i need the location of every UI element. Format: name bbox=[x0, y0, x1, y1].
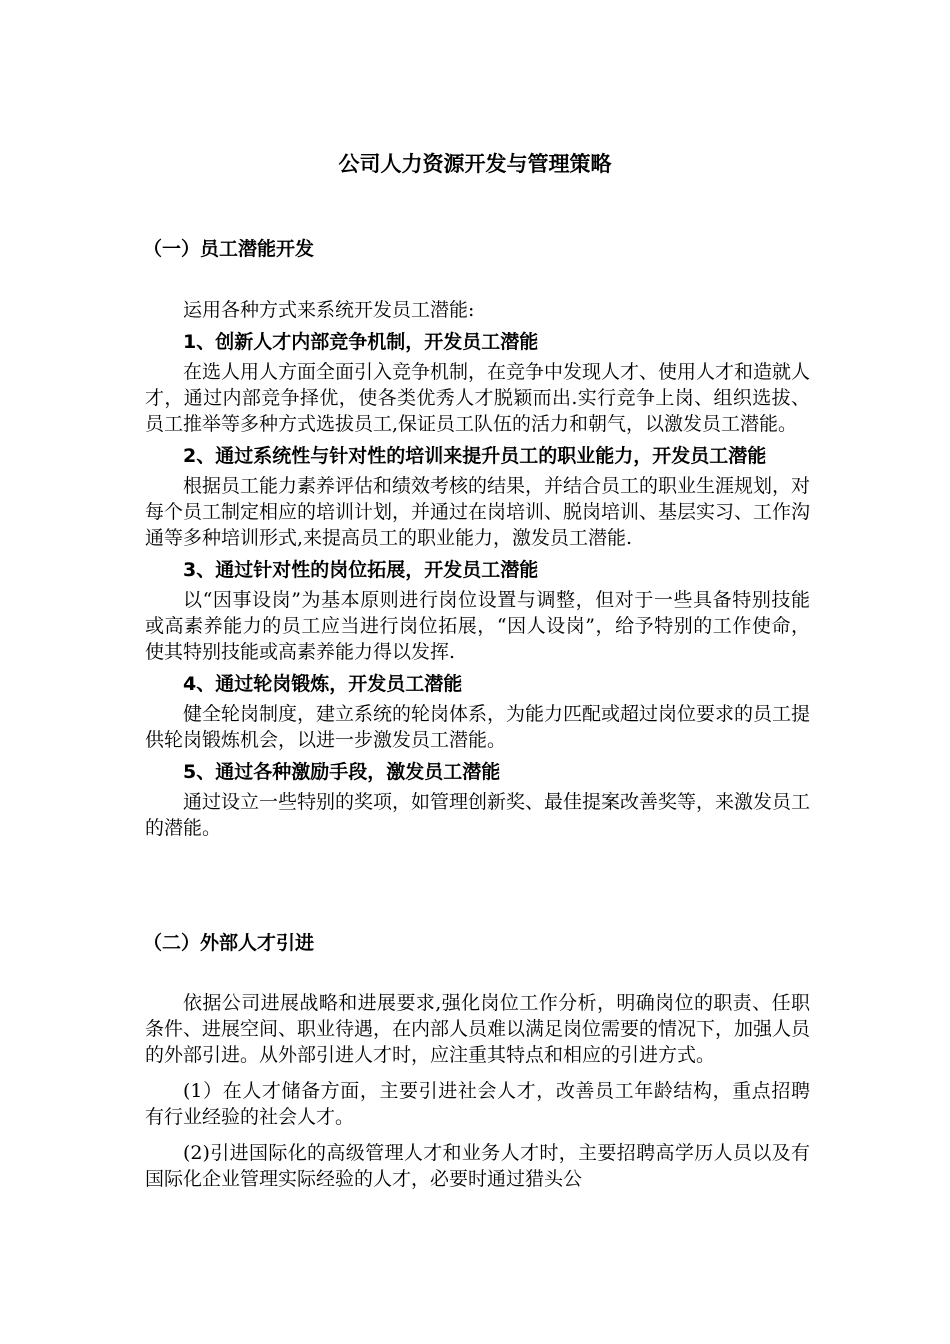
external-paragraph-2: (1）在人才储备方面，主要引进社会人才，改善员工年龄结构，重点招聘有行业经验的社会人才。 bbox=[145, 1080, 810, 1128]
item-body-2: 根据员工能力素养评估和绩效考核的结果，并结合员工的职业生涯规划，对每个员工制定相应的培训计划，并通过在岗培训、脱岗培训、基层实习、工作沟通等多种培训形式,来提高员工的职业能力，激发员工潜能. bbox=[145, 475, 811, 549]
item-body-3: 以“因事设岗”为基本原则进行岗位设置与调整，但对于一些具备特别技能或高素养能力的员工应当进行岗位拓展，“因人设岗”，给予特别的工作使命，使其特别技能或高素养能力得以发挥. bbox=[145, 589, 810, 663]
section-body-potential bbox=[145, 297, 810, 841]
item-heading-4: 4、通过轮岗锻炼，开发员工潜能 bbox=[183, 673, 463, 695]
item-heading-2: 2、通过系统性与针对性的培训来提升员工的职业能力，开发员工潜能 bbox=[183, 445, 767, 467]
section-heading-external: （二）外部人才引进 bbox=[143, 932, 315, 954]
item-body-5: 通过设立一些特别的奖项，如管理创新奖、最佳提案改善奖等，来激发员工的潜能。 bbox=[145, 791, 811, 839]
item-body-4: 健全轮岗制度，建立系统的轮岗体系，为能力匹配或超过岗位要求的员工提供轮岗锻炼机会，以进一步激发员工潜能。 bbox=[145, 703, 811, 751]
section-heading-potential: （一）员工潜能开发 bbox=[143, 238, 315, 260]
external-paragraph-3: (2)引进国际化的高级管理人才和业务人才时，主要招聘高学历人员以及有国际化企业管理实际经验的人才，必要时通过猎头公 bbox=[145, 1142, 810, 1190]
section-body-external bbox=[145, 990, 810, 1192]
item-heading-3: 3、通过针对性的岗位拓展，开发员工潜能 bbox=[183, 559, 539, 581]
section-intro: 运用各种方式来系统开发员工潜能: bbox=[183, 299, 475, 321]
item-heading-1: 1、创新人才内部竞争机制，开发员工潜能 bbox=[183, 331, 539, 353]
external-paragraph-1: 依据公司进展战略和进展要求,强化岗位工作分析，明确岗位的职责、任职条件、进展空间、职业待遇，在内部人员难以满足岗位需要的情况下，加强人员的外部引进。从外部引进人才时，应注重其特点和相应的引进方式。 bbox=[145, 992, 811, 1066]
document-title: 公司人力资源开发与管理策略 bbox=[338, 152, 612, 176]
item-heading-5: 5、通过各种激励手段，激发员工潜能 bbox=[183, 761, 501, 783]
item-body-1: 在选人用人方面全面引入竞争机制，在竞争中发现人才、使用人才和造就人才，通过内部竞争择优，使各类优秀人才脱颖而出.实行竞争上岗、组织选拔、员工推举等多种方式选拔员工,保证员工队伍的活力和朝气，以激发员工潜能。 bbox=[145, 361, 811, 435]
